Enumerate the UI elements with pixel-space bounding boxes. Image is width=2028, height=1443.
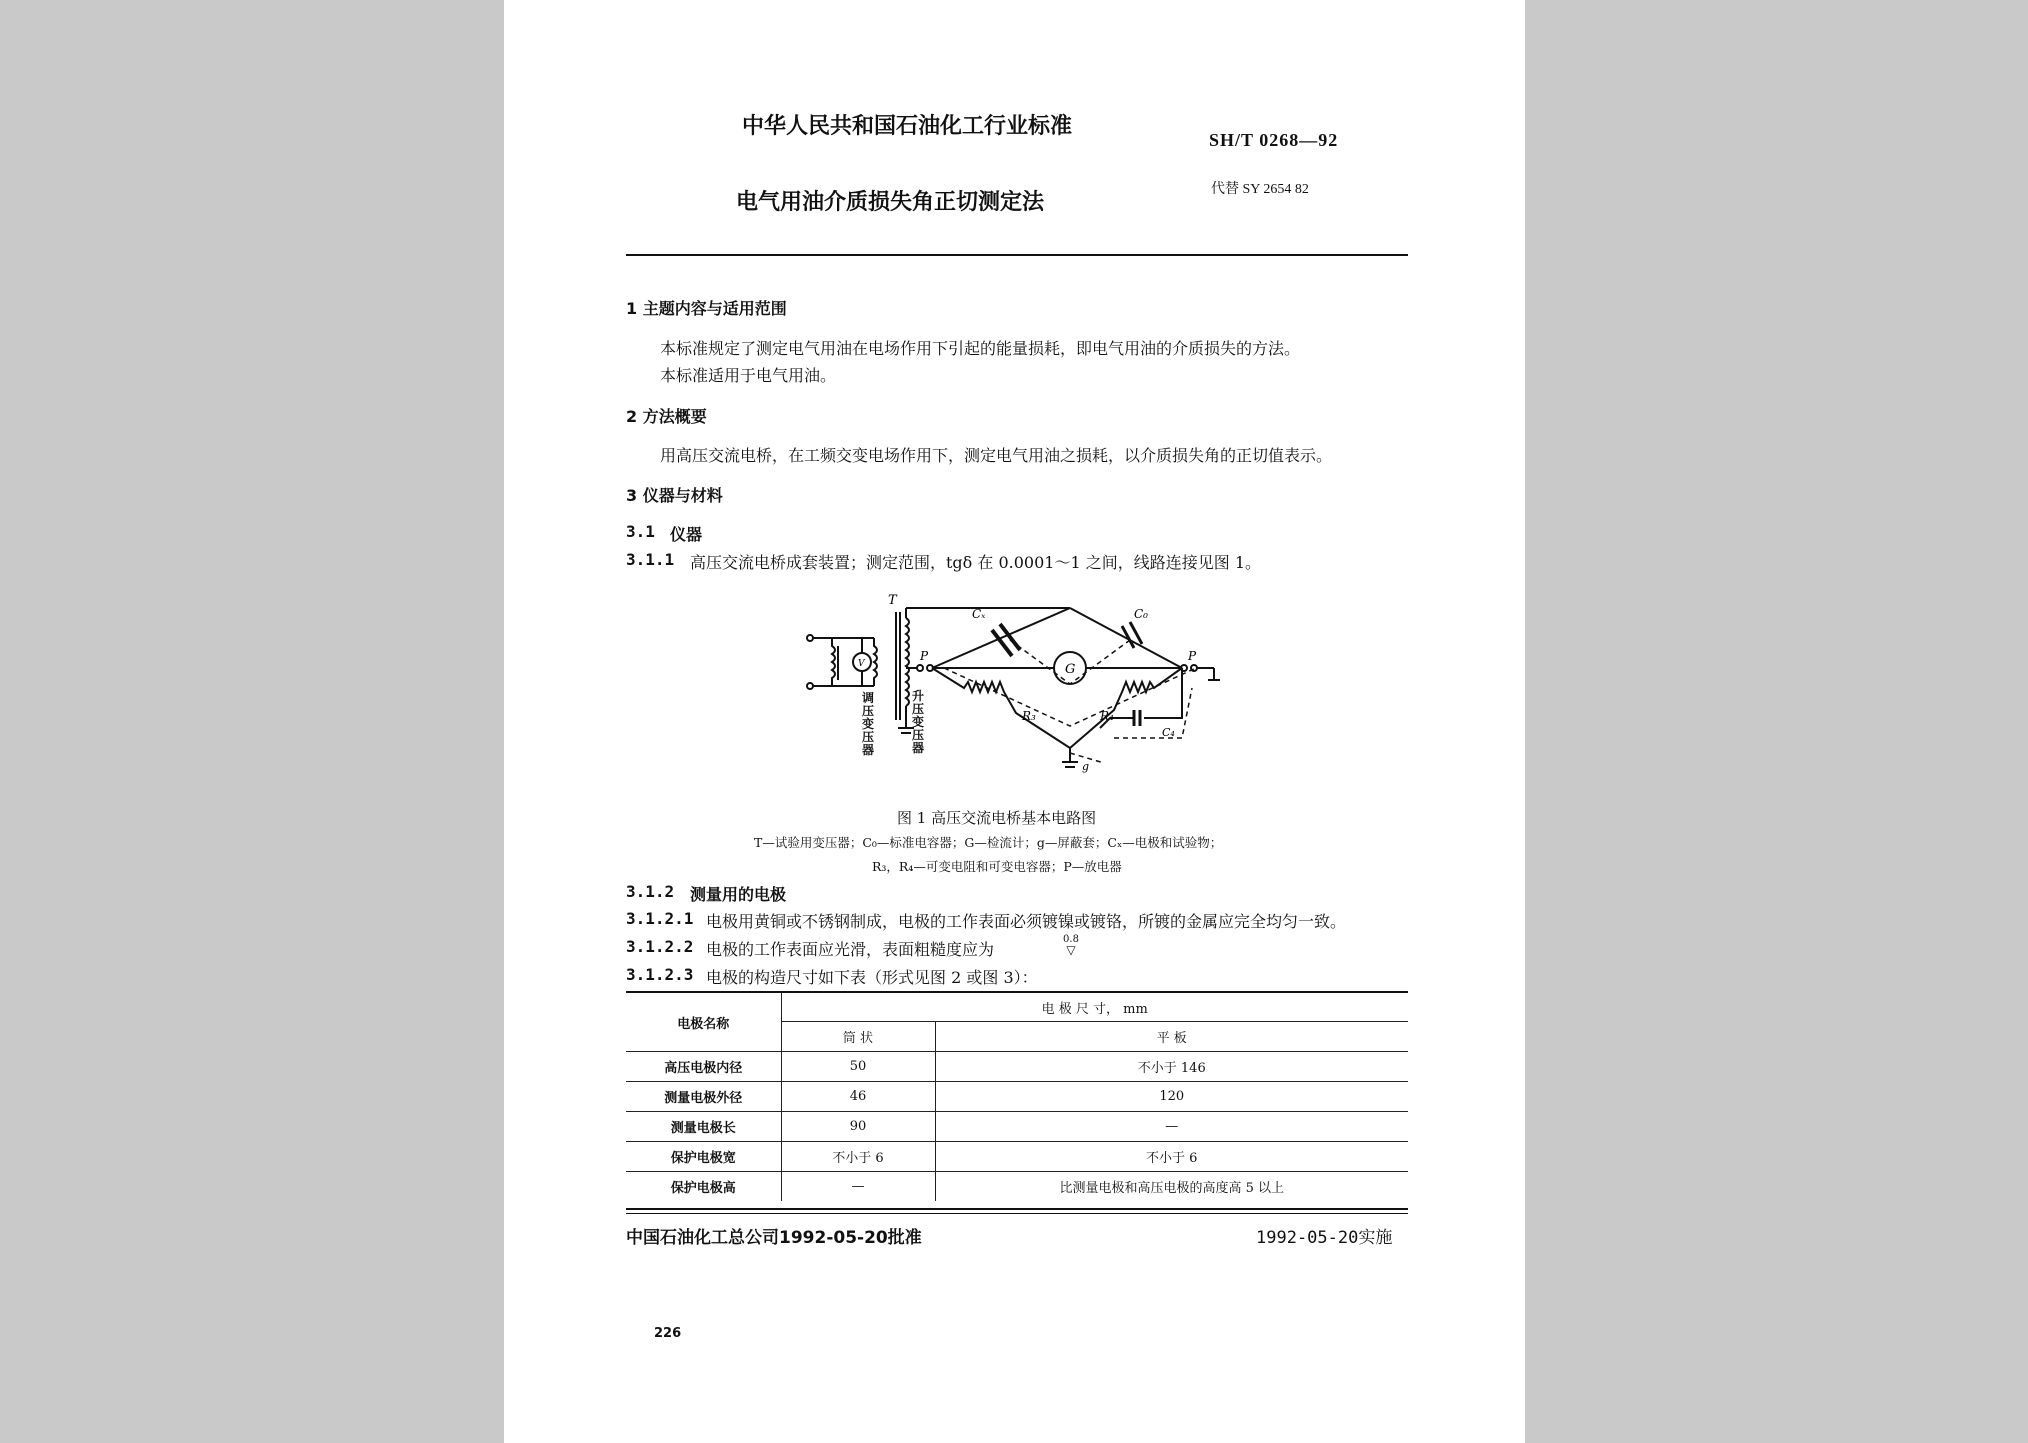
standard-code: SH/T 0268—92 (1209, 130, 1339, 150)
table-cell: 不小于 6 (935, 1142, 1408, 1172)
table-cell: 46 (781, 1082, 935, 1112)
table-cell: 保护电极宽 (626, 1142, 781, 1172)
label-g: g (1082, 760, 1090, 773)
approval-line: 中国石油化工总公司1992-05-20批准 (626, 1228, 922, 1248)
label-adj-transformer: 调压变压器 (862, 691, 875, 757)
section-2-paragraph-1: 用高压交流电桥，在工频交变电场作用下，测定电气用油之损耗，以介质损失角的正切值表示。 (660, 446, 1333, 465)
table-row (626, 1052, 1408, 1082)
section-3-1-2-3-number: 3.1.2.3 (626, 965, 694, 984)
roughness-triangle-icon: ▽ (1066, 943, 1076, 957)
table-cell: 比测量电极和高压电极的高度高 5 以上 (935, 1172, 1408, 1202)
label-Cx: Cₓ (972, 607, 986, 621)
section-3-1-2-2-number: 3.1.2.2 (626, 937, 694, 956)
section-3-1-number: 3.1 (626, 522, 655, 541)
section-3-1-1-text: 高压交流电桥成套装置；测定范围，tgδ 在 0.0001～1 之间，线路连接见图 1。 (690, 553, 1261, 572)
table-bottom-rule (626, 1208, 1408, 1210)
doc-title: 电气用油介质损失角正切测定法 (736, 190, 1045, 215)
table-cell: 不小于 146 (935, 1052, 1408, 1082)
replaces-note: 代替 SY 2654 82 (1211, 182, 1309, 197)
page-number: 226 (654, 1326, 682, 1341)
section-1-paragraph-2: 本标准适用于电气用油。 (660, 366, 837, 385)
org-title: 中华人民共和国石油化工行业标准 (742, 114, 1073, 139)
footer-rule (626, 1213, 1408, 1214)
document-page (504, 0, 1525, 1443)
table-header-size: 电 极 尺 寸， mm (781, 993, 1408, 1022)
table-cell: 90 (781, 1112, 935, 1142)
table-cell: 高压电极内径 (626, 1052, 781, 1082)
table-cell: — (935, 1112, 1408, 1142)
section-3-1-2-1-text: 电极用黄铜或不锈钢制成，电极的工作表面必须镀镍或镀铬，所镀的金属应完全均匀一致。 (706, 912, 1347, 931)
table-header-flat: 平 板 (935, 1022, 1408, 1052)
label-P-left: P (920, 649, 929, 663)
table-cell: 测量电极长 (626, 1112, 781, 1142)
section-3-1-2-2-text: 电极的工作表面应光滑，表面粗糙度应为 (706, 940, 995, 959)
label-G: G (1065, 662, 1076, 677)
section-3-heading: 3 仪器与材料 (626, 486, 723, 505)
section-3-1-1-number: 3.1.1 (626, 550, 675, 569)
label-C4: C₄ (1162, 726, 1175, 739)
table-row (626, 1142, 1408, 1172)
section-3-1-2-3-text: 电极的构造尺寸如下表（形式见图 2 或图 3）： (706, 968, 1038, 987)
figure-legend-line-2: R₃，R₄—可变电阻和可变电容器；P—放电器 (872, 859, 1122, 874)
label-C0: C₀ (1134, 607, 1148, 621)
table-cell: — (781, 1172, 935, 1202)
table-row (626, 1112, 1408, 1142)
label-R4: R₄ (1100, 709, 1114, 723)
table-cell: 不小于 6 (781, 1142, 935, 1172)
table-cell: 保护电极高 (670, 1181, 736, 1196)
label-P-right: P (1188, 649, 1197, 663)
section-3-1-2-title: 测量用的电极 (690, 885, 787, 904)
label-step-up-transformer: 升压变压器 (912, 689, 925, 755)
table-cell: 50 (781, 1052, 935, 1082)
electrode-dimension-table (626, 993, 1408, 1201)
section-3-1-2-1-number: 3.1.2.1 (626, 909, 694, 928)
header-rule (626, 254, 1408, 256)
figure-legend-line-1: T—试验用变压器；C₀—标准电容器；G—检流计；g—屏蔽套；Cₓ—电极和试验物； (754, 835, 1223, 850)
table-cell: 测量电极外径 (626, 1082, 781, 1112)
section-2-heading: 2 方法概要 (626, 407, 707, 426)
table-row (626, 1082, 1408, 1112)
section-3-1-title: 仪器 (670, 525, 703, 544)
table-cell: 120 (935, 1082, 1408, 1112)
figure-caption: 图 1 高压交流电桥基本电路图 (897, 809, 1097, 827)
label-T: T (888, 593, 897, 608)
roughness-symbol (1057, 934, 1085, 955)
table-header-cylinder: 筒 状 (781, 1022, 935, 1052)
table-header-name: 电极名称 (626, 993, 781, 1052)
implementation-date: 1992-05-20实施 (1256, 1228, 1393, 1248)
table-row (626, 1172, 1408, 1202)
section-1-heading: 1 主题内容与适用范围 (626, 299, 787, 318)
section-1-paragraph-1: 本标准规定了测定电气用油在电场作用下引起的能量损耗，即电气用油的介质损失的方法。 (660, 339, 1301, 358)
label-V: V (858, 659, 865, 669)
roughness-value: 0.8 (1063, 934, 1079, 945)
label-R3: R₃ (1022, 709, 1036, 723)
section-3-1-2-number: 3.1.2 (626, 882, 675, 901)
